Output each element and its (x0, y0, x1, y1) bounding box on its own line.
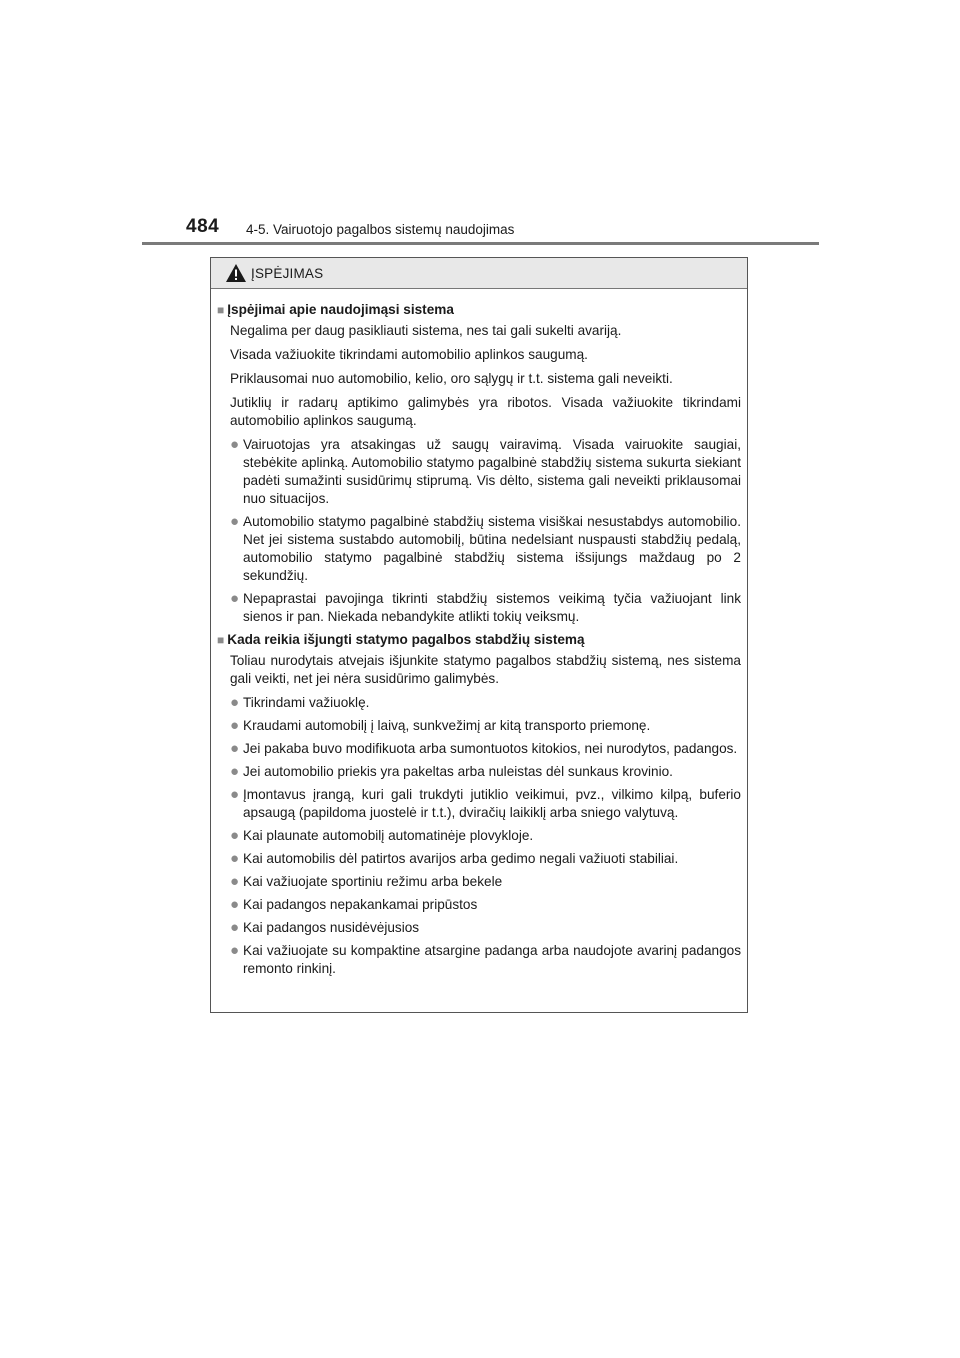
list-item-text: Automobilio statymo pagalbinė stabdžių sistema visiškai nesustabdys automobilio. Net jei sistema sustabdo automobilį, būtina nedelsiant nuspausti stabdžių pedalą, automobilio statymo pagalbinė stabdžių sistema išsijungs maždaug po 2 sekundžių. (243, 514, 741, 583)
list-item-text: Kai važiuojate sportiniu režimu arba bekele (243, 874, 503, 889)
heading-text: Įspėjimai apie naudojimąsi sistema (227, 302, 454, 317)
list-item-text: Kai padangos nepakankamai pripūstos (243, 897, 478, 912)
circle-bullet-icon: ● (230, 919, 240, 936)
circle-bullet-icon: ● (230, 513, 240, 530)
list-item (230, 873, 741, 891)
list-item-text: Kai važiuojate su kompaktine atsargine padanga arba naudojote avarinį padangos remonto rinkinį. (243, 943, 741, 976)
list-item-text: Vairuotojas yra atsakingas už saugų vairavimą. Visada vairuokite saugiai, stebėkite aplinką. Automobilio statymo pagalbinė stabdžių sistema sukurta siekiant padėti sumažinti susidūrimų stiprumą. Vis dėlto, sistema gali neveikti priklausomai nuo situacijos. (243, 437, 741, 506)
warning-triangle-icon (225, 263, 247, 283)
warning-box (210, 257, 748, 1013)
list-item (230, 786, 741, 822)
paragraph: Negalima per daug pasikliauti sistema, nes tai gali sukelti avariją. (230, 323, 622, 338)
square-bullet-icon: ■ (217, 303, 225, 317)
list-item (230, 763, 741, 781)
section-heading (217, 301, 741, 319)
list-item (230, 513, 741, 585)
list-item-text: Kai padangos nusidėvėjusios (243, 920, 420, 935)
section-heading (217, 631, 741, 649)
page-number: 484 (186, 216, 220, 237)
circle-bullet-icon: ● (230, 590, 240, 607)
circle-bullet-icon: ● (230, 694, 240, 711)
section-title: 4-5. Vairuotojo pagalbos sistemų naudojimas (246, 222, 515, 237)
warning-content (211, 289, 747, 978)
list-item-text: Įmontavus įrangą, kuri gali trukdyti jutiklio veikimui, pvz., vilkimo kilpą, buferio apsaugą (papildoma juostelė ir t.t.), dviračių laikiklį arba sniego valytuvą. (243, 787, 741, 820)
circle-bullet-icon: ● (230, 786, 240, 803)
list-item (230, 850, 741, 868)
paragraph: Toliau nurodytais atvejais išjunkite statymo pagalbos stabdžių sistemą, nes sistema gali veikti, net jei nėra susidūrimo galimybės. (230, 653, 741, 686)
heading-text: Kada reikia išjungti statymo pagalbos stabdžių sistemą (227, 632, 585, 647)
circle-bullet-icon: ● (230, 896, 240, 913)
circle-bullet-icon: ● (230, 850, 240, 867)
list-item (230, 717, 741, 735)
paragraph: Priklausomai nuo automobilio, kelio, oro sąlygų ir t.t. sistema gali neveikti. (230, 371, 673, 386)
list-item (230, 436, 741, 508)
list-item-text: Kraudami automobilį į laivą, sunkvežimį ar kitą transporto priemonę. (243, 718, 651, 733)
list-item-text: Kai plaunate automobilį automatinėje plovykloje. (243, 828, 534, 843)
circle-bullet-icon: ● (230, 740, 240, 757)
list-item-text: Tikrindami važiuoklę. (243, 695, 370, 710)
list-item (230, 590, 741, 626)
list-item-text: Jei automobilio priekis yra pakeltas arba nuleistas dėl sunkaus krovinio. (243, 764, 673, 779)
circle-bullet-icon: ● (230, 717, 240, 734)
circle-bullet-icon: ● (230, 827, 240, 844)
list-item (230, 896, 741, 914)
list-item (230, 942, 741, 978)
paragraph: Jutiklių ir radarų aptikimo galimybės yra ribotos. Visada važiuokite tikrindami automobilio aplinkos saugumą. (230, 395, 741, 428)
header-divider (142, 242, 819, 245)
circle-bullet-icon: ● (230, 436, 240, 453)
list-item-text: Kai automobilis dėl patirtos avarijos arba gedimo negali važiuoti stabiliai. (243, 851, 679, 866)
list-item-text: Nepaprastai pavojinga tikrinti stabdžių sistemos veikimą tyčia važiuojant link sienos ir pan. Niekada nebandykite atlikti tokių veiksmų. (243, 591, 741, 624)
paragraph: Visada važiuokite tikrindami automobilio aplinkos saugumą. (230, 347, 588, 362)
circle-bullet-icon: ● (230, 763, 240, 780)
list-item (230, 919, 741, 937)
list-item (230, 827, 741, 845)
warning-label: ĮSPĖJIMAS (251, 265, 324, 281)
list-item (230, 694, 741, 712)
list-item (230, 740, 741, 758)
list-item-text: Jei pakaba buvo modifikuota arba sumontuotos kitokios, nei nurodytos, padangos. (243, 741, 738, 756)
circle-bullet-icon: ● (230, 873, 240, 890)
warning-header (211, 258, 747, 289)
circle-bullet-icon: ● (230, 942, 240, 959)
square-bullet-icon: ■ (217, 633, 225, 647)
